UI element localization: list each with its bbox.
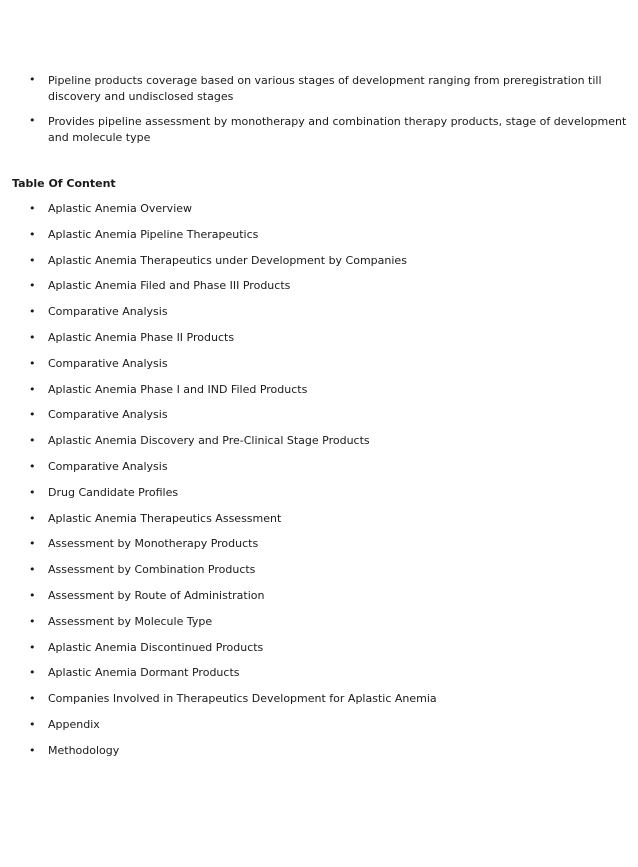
toc-item-text: Aplastic Anemia Filed and Phase III Products xyxy=(48,279,291,293)
bullet-icon: • xyxy=(29,356,36,370)
toc-item xyxy=(0,305,638,331)
bullet-icon: • xyxy=(29,485,36,499)
bullet-icon: • xyxy=(29,279,36,293)
bullet-icon: • xyxy=(29,614,36,628)
toc-item-text: Aplastic Anemia Pipeline Therapeutics xyxy=(48,227,259,241)
toc-item xyxy=(0,512,638,538)
toc-item-text: Aplastic Anemia Therapeutics Assessment xyxy=(48,511,282,525)
toc-item-text: Assessment by Molecule Type xyxy=(48,614,213,628)
toc-list xyxy=(0,202,638,770)
toc-item xyxy=(0,589,638,615)
bullet-icon: • xyxy=(29,73,36,86)
toc-item xyxy=(0,357,638,383)
bullet-icon: • xyxy=(29,114,36,127)
toc-item-text: Methodology xyxy=(48,743,120,757)
toc-item-text: Aplastic Anemia Overview xyxy=(48,202,193,215)
bullet-icon: • xyxy=(29,717,36,731)
bullet-icon: • xyxy=(29,588,36,602)
toc-item xyxy=(0,279,638,305)
toc-item-text: Aplastic Anemia Phase II Products xyxy=(48,330,235,344)
bullet-icon: • xyxy=(29,382,36,396)
toc-heading: Table Of Content xyxy=(12,177,116,190)
toc-item-text: Comparative Analysis xyxy=(48,305,168,319)
toc-item-text: Aplastic Anemia Dormant Products xyxy=(48,666,240,680)
toc-item xyxy=(0,641,638,667)
toc-item-text: Appendix xyxy=(48,717,100,731)
bullet-icon: • xyxy=(29,511,36,525)
toc-item xyxy=(0,460,638,486)
list-item xyxy=(0,73,638,104)
bullet-icon: • xyxy=(29,743,36,757)
bullet-icon: • xyxy=(29,253,36,267)
toc-item xyxy=(0,718,638,744)
toc-item xyxy=(0,228,638,254)
bullet-icon: • xyxy=(29,563,36,577)
toc-item xyxy=(0,383,638,409)
list-item-text: Provides pipeline assessment by monotherapy and combination therapy products, stage of development and molecule type xyxy=(48,115,627,144)
toc-item xyxy=(0,434,638,460)
bullet-icon: • xyxy=(29,305,36,319)
toc-item xyxy=(0,615,638,641)
toc-item xyxy=(0,254,638,280)
intro-bullet-list xyxy=(0,73,638,145)
bullet-icon: • xyxy=(29,227,36,241)
bullet-icon: • xyxy=(29,330,36,344)
toc-item xyxy=(0,666,638,692)
list-item xyxy=(0,114,638,145)
toc-item-text: Aplastic Anemia Phase I and IND Filed Products xyxy=(48,382,308,396)
bullet-icon: • xyxy=(29,408,36,422)
bullet-icon: • xyxy=(29,666,36,680)
toc-item xyxy=(0,537,638,563)
bullet-icon: • xyxy=(29,459,36,473)
toc-item-text: Aplastic Anemia Discontinued Products xyxy=(48,640,264,654)
toc-item-text: Comparative Analysis xyxy=(48,459,168,473)
toc-item-text: Aplastic Anemia Discovery and Pre-Clinical Stage Products xyxy=(48,434,370,448)
toc-item xyxy=(0,563,638,589)
list-item-text: Pipeline products coverage based on various stages of development ranging from preregistration till discovery and undisclosed stages xyxy=(48,74,602,103)
toc-item-text: Assessment by Monotherapy Products xyxy=(48,537,259,551)
bullet-icon: • xyxy=(29,202,36,215)
toc-item-text: Assessment by Route of Administration xyxy=(48,588,265,602)
toc-item xyxy=(0,486,638,512)
bullet-icon: • xyxy=(29,640,36,654)
toc-item xyxy=(0,692,638,718)
toc-item-text: Aplastic Anemia Therapeutics under Development by Companies xyxy=(48,253,407,267)
bullet-icon: • xyxy=(29,434,36,448)
toc-item-text: Companies Involved in Therapeutics Development for Aplastic Anemia xyxy=(48,692,437,706)
toc-item-text: Assessment by Combination Products xyxy=(48,563,256,577)
toc-item-text: Comparative Analysis xyxy=(48,356,168,370)
toc-item-text: Drug Candidate Profiles xyxy=(48,485,179,499)
toc-item xyxy=(0,408,638,434)
toc-item xyxy=(0,744,638,770)
bullet-icon: • xyxy=(29,537,36,551)
bullet-icon: • xyxy=(29,692,36,706)
toc-item-text: Comparative Analysis xyxy=(48,408,168,422)
toc-item xyxy=(0,331,638,357)
toc-item xyxy=(0,202,638,228)
